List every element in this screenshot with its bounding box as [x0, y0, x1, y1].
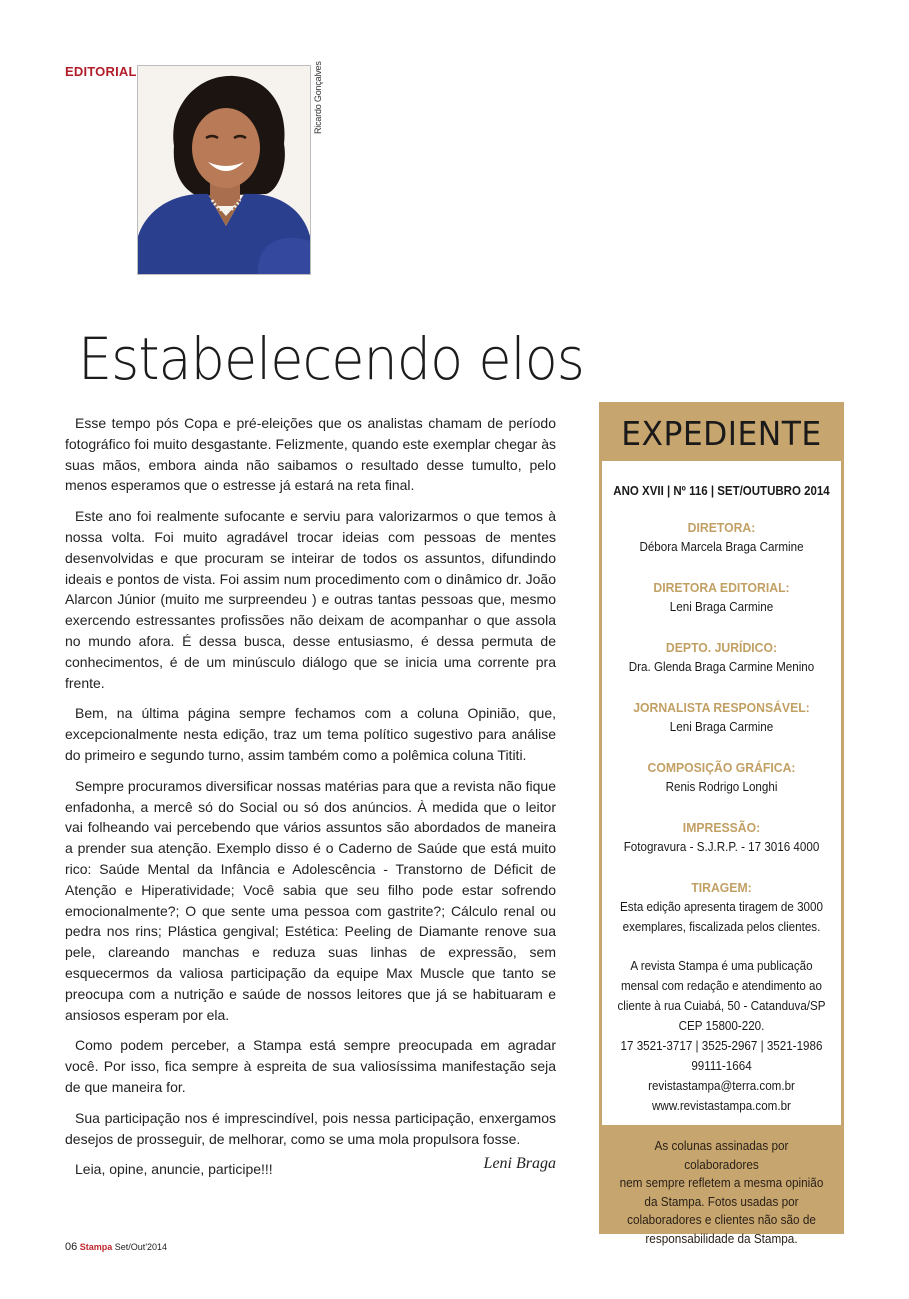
- staff-role: TIRAGEM:: [691, 880, 752, 895]
- tiragem-item: [602, 879, 841, 939]
- staff-role: DEPTO. JURÍDICO:: [665, 640, 778, 655]
- article-paragraph: Como podem perceber, a Stampa está sempre preocupada em agradar você. Por isso, fica sempre à espreita de sua valiosíssima manifestação seja de que maneira for.: [65, 1037, 556, 1095]
- staff-name: Fotogravura - S.J.R.P. - 17 3016 4000: [623, 840, 820, 854]
- staff-role: JORNALISTA RESPONSÁVEL:: [633, 700, 810, 715]
- article-body: [65, 413, 556, 1190]
- staff-name: Leni Braga Carmine: [669, 600, 774, 614]
- portrait-photo: [137, 65, 311, 275]
- staff-name: Dra. Glenda Braga Carmine Menino: [628, 660, 815, 674]
- staff-name: Leni Braga Carmine: [669, 720, 774, 734]
- disclaimer-line: colaboradores e clientes não são de: [627, 1213, 816, 1227]
- staff-role: COMPOSIÇÃO GRÁFICA:: [647, 760, 796, 775]
- issue-line: ANO XVII | Nº 116 | SET/OUTUBRO 2014: [613, 484, 830, 498]
- portrait-illustration: [138, 66, 310, 274]
- staff-item: [602, 699, 841, 759]
- staff-item: [602, 579, 841, 639]
- contact-line: cliente à rua Cuiabá, 50 - Catanduva/SP: [617, 999, 826, 1013]
- contact-phones: 17 3521-3717 | 3525-2967 | 3521-1986: [620, 1039, 823, 1053]
- tiragem-line: exemplares, fiscalizada pelos clientes.: [622, 920, 821, 934]
- staff-role: DIRETORA:: [687, 520, 756, 535]
- article-paragraph: Esse tempo pós Copa e pré-eleições que os analistas chamam de período fotográfico foi muito desgastante. Felizmente, quando este exemplar chegar às suas mãos, embora ainda não saibamos o resultado desse tumulto, pelo menos esperamos que o estresse já estará na reta final.: [65, 415, 556, 494]
- article-paragraph: Sua participação nos é imprescindível, pois nessa participação, enxergamos desejos de prosseguir, de melhorar, como se uma mola propulsora fosse.: [65, 1109, 556, 1147]
- article-headline: Estabelecendo elos: [78, 325, 584, 393]
- contact-website[interactable]: www.revistastampa.com.br: [652, 1099, 791, 1113]
- staff-item: [602, 759, 841, 819]
- contact-email[interactable]: revistastampa@terra.com.br: [648, 1079, 795, 1093]
- staff-list: [602, 519, 841, 939]
- contact-line: A revista Stampa é uma publicação: [630, 959, 813, 973]
- article-paragraph: Este ano foi realmente sufocante e serviu para valorizarmos o que temos à nossa volta. Foi muito agradável trocar ideias com pessoas de mentes desenvolvidas e que procuram se inteirar de todos os assuntos, difundindo ideais e pontos de vista. Foi assim num procedimento com o dinâmico dr. João Alarcon Júnior (muito me surpreendeu ) e outras tantas pessoas que, mesmo exercendo estressantes profissões não deixam de acompanhar o que assola no mundo afora. É dessa busca, desse entusiasmo, é dessa permuta de conhecimentos, é de um minúsculo diálogo que se inicia uma corrente pra frente.: [65, 508, 556, 691]
- expediente-box: [599, 402, 844, 1246]
- page-number: 06: [65, 1241, 78, 1253]
- tiragem-line: Esta edição apresenta tiragem de 3000: [620, 900, 823, 914]
- disclaimer-note: [602, 1125, 841, 1246]
- issue-date: Set/Out'2014: [114, 1242, 168, 1252]
- section-label: EDITORIAL: [65, 64, 137, 79]
- contact-block: [602, 956, 841, 1116]
- page-footer: [65, 1241, 167, 1253]
- staff-role: IMPRESSÃO:: [682, 820, 761, 835]
- expediente-title: EXPEDIENTE: [621, 413, 822, 453]
- author-signature: Leni Braga: [483, 1155, 556, 1172]
- article-paragraph: Leia, opine, anuncie, participe!!!: [75, 1161, 273, 1178]
- magazine-name: Stampa: [79, 1242, 113, 1252]
- contact-line: mensal com redação e atendimento ao: [621, 979, 822, 993]
- photo-credit: Ricardo Gonçalves: [313, 61, 323, 134]
- disclaimer-line: nem sempre refletem a mesma opinião: [619, 1176, 824, 1190]
- expediente-header: [602, 405, 841, 461]
- disclaimer-line: As colunas assinadas por colaboradores: [654, 1139, 789, 1172]
- article-paragraph: Sempre procuramos diversificar nossas matérias para que a revista não fique enfadonha, a mercê só do Social ou só dos anúncios. À medida que o leitor vai folheando vai percebendo que vários assuntos são abordados de maneira a prender sua atenção. Exemplo disso é o Caderno de Saúde que está muito rico: Saúde Mental da Infância e Adolescência - Transtorno de Déficit de Atenção e Hiperatividade; Você sabia que seu filho pode estar sofrendo emocionalmente?; O que sente uma pessoa com gastrite?; Cálculo renal ou pedra nos rins; Plástica gengival; Estética: Peeling de Diamante renove sua pele, clareando manchas e reduza suas linhas de expressão, sem esquecermos da valiosa participação da equipe Max Muscle que tanto se preocupa com a nutrição e saúde de nossos leitores que já se habituaram e ansiosos esperam por ela.: [65, 777, 556, 1023]
- staff-role: DIRETORA EDITORIAL:: [653, 580, 790, 595]
- staff-name: Débora Marcela Braga Carmine: [639, 540, 804, 554]
- contact-mobile: 99111-1664: [691, 1059, 752, 1073]
- staff-item: [602, 639, 841, 699]
- staff-item: [602, 519, 841, 579]
- staff-item: [602, 819, 841, 879]
- contact-line: CEP 15800-220.: [678, 1019, 765, 1033]
- disclaimer-line: da Stampa. Fotos usadas por: [644, 1194, 799, 1209]
- disclaimer-line: responsabilidade da Stampa.: [645, 1231, 798, 1246]
- article-paragraph: Bem, na última página sempre fechamos com a coluna Opinião, que, excepcionalmente nesta edição, traz um tema político sugestivo para análise do primeiro e segundo turno, assim também como a polêmica coluna Tititi.: [65, 705, 556, 763]
- staff-name: Renis Rodrigo Longhi: [665, 780, 778, 794]
